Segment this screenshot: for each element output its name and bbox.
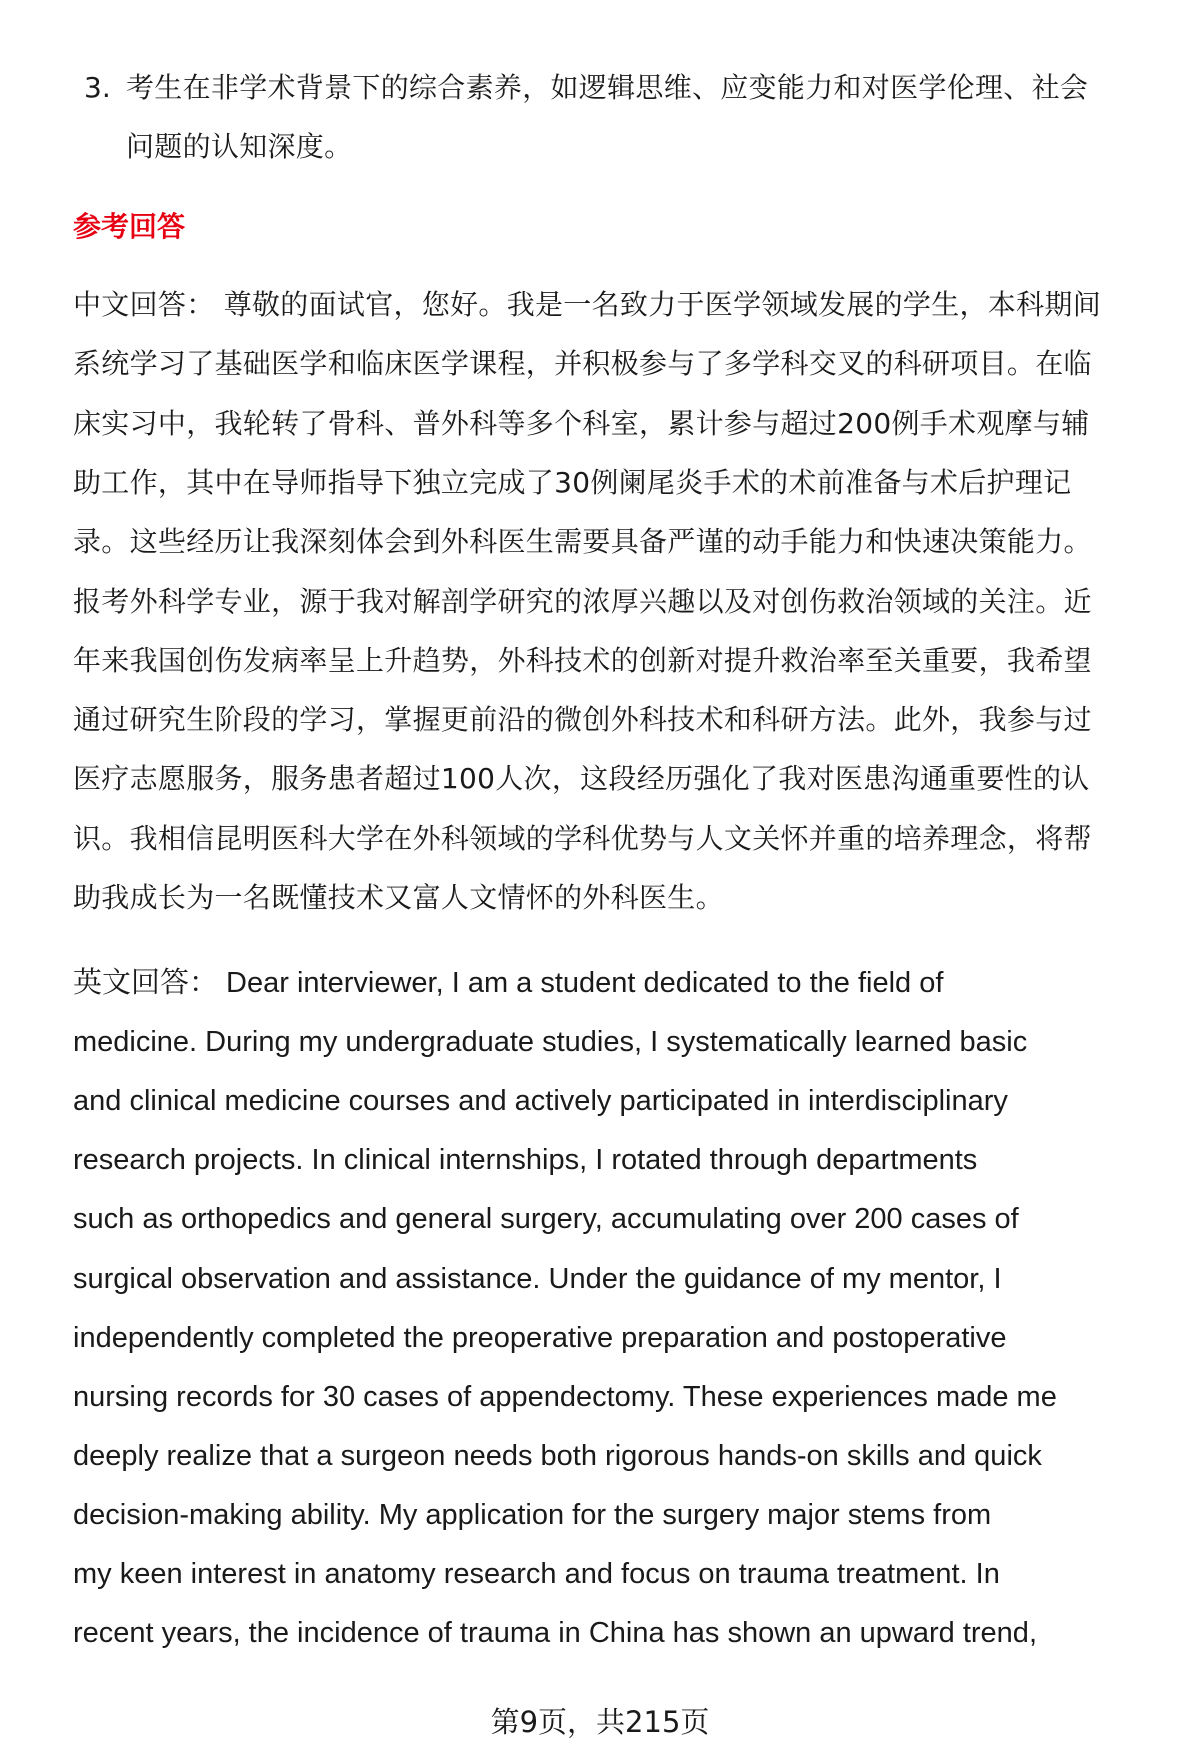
paragraph-line: surgical observation and assistance. Under the guidance of my mentor, I: [73, 1262, 1002, 1295]
paragraph-line: 医疗志愿服务，服务患者超过100人次，这段经历强化了我对医患沟通重要性的认: [73, 762, 1090, 796]
paragraph-line: 助我成长为一名既懂技术又富人文情怀的外科医生。: [73, 881, 724, 914]
paragraph-line: 系统学习了基础医学和临床医学课程，并积极参与了多学科交叉的科研项目。在临: [73, 347, 1092, 381]
paragraph-line: 报考外科学专业，源于我对解剖学研究的浓厚兴趣以及对创伤救治领域的关注。近: [73, 584, 1092, 618]
paragraph-line: 英文回答： Dear interviewer, I am a student dedicated to the field of: [73, 967, 944, 999]
paragraph-line: such as orthopedics and general surgery, accumulating over 200 cases of: [73, 1203, 1019, 1236]
paragraph-line: 通过研究生阶段的学习，掌握更前沿的微创外科技术和科研方法。此外，我参与过: [73, 703, 1092, 737]
list-item-line: 考生在非学术背景下的综合素养，如逻辑思维、应变能力和对医学伦理、社会: [126, 71, 1089, 104]
paragraph-line: my keen interest in anatomy research and focus on trauma treatment. In: [73, 1558, 1000, 1590]
paragraph-line: independently completed the preoperative preparation and postoperative: [73, 1321, 1007, 1354]
paragraph-line: recent years, the incidence of trauma in China has shown an upward trend,: [73, 1617, 1037, 1650]
paragraph-line: deeply realize that a surgeon needs both rigorous hands-on skills and quick: [73, 1439, 1042, 1472]
paragraph-line: 录。这些经历让我深刻体会到外科医生需要具备严谨的动手能力和快速决策能力。: [73, 525, 1092, 559]
paragraph-line: nursing records for 30 cases of appendectomy. These experiences made me: [73, 1380, 1057, 1413]
paragraph-line: 年来我国创伤发病率呈上升趋势，外科技术的创新对提升救治率至关重要，我希望: [73, 643, 1092, 677]
list-number: 3.: [84, 71, 111, 104]
paragraph-line: decision-making ability. My application for the surgery major stems from: [73, 1498, 992, 1531]
paragraph-line: 床实习中，我轮转了骨科、普外科等多个科室，累计参与超过200例手术观摩与辅: [73, 406, 1090, 440]
paragraph-line: research projects. In clinical internships, I rotated through departments: [73, 1144, 978, 1177]
list-item-line: 问题的认知深度。: [126, 130, 353, 163]
paragraph-line: and clinical medicine courses and actively participated in interdisciplinary: [73, 1085, 1008, 1118]
paragraph-line: 中文回答： 尊敬的面试官，您好。我是一名致力于医学领域发展的学生，本科期间: [73, 288, 1102, 321]
section-title: 参考回答: [73, 210, 186, 243]
paragraph-line: 助工作，其中在导师指导下独立完成了30例阑尾炎手术的术前准备与术后护理记: [73, 465, 1072, 499]
paragraph-line: 识。我相信昆明医科大学在外科领域的学科优势与人文关怀并重的培养理念，将帮: [73, 821, 1092, 855]
paragraph-line: medicine. During my undergraduate studies, I systematically learned basic: [73, 1026, 1028, 1059]
page-number: 第9页，共215页: [490, 1705, 710, 1739]
